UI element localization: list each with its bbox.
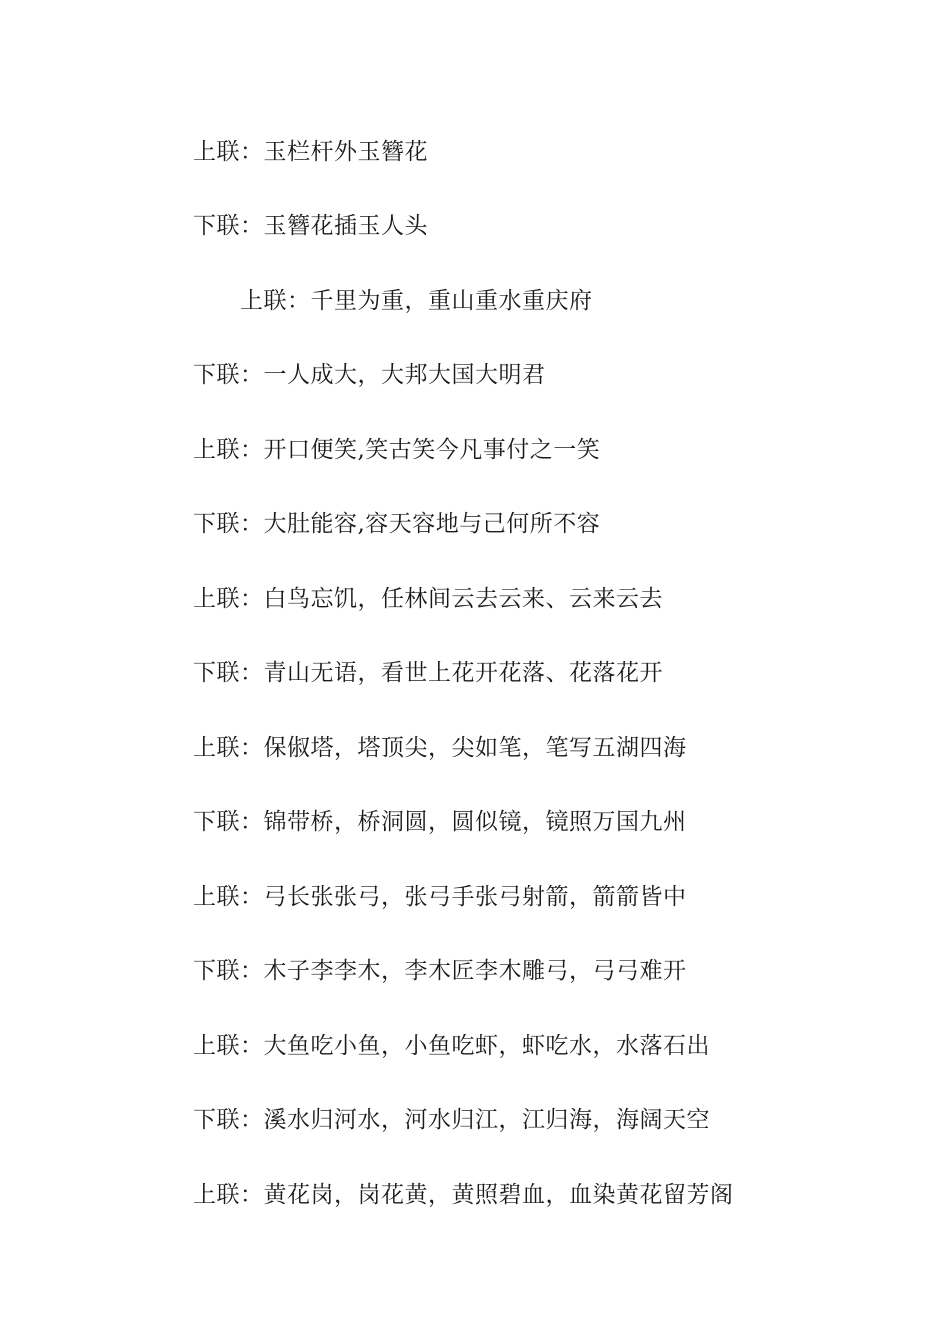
couplet-line-2: 下联：玉簪花插玉人头 xyxy=(193,213,428,239)
couplet-line-8: 下联：青山无语，看世上花开花落、花落花开 xyxy=(193,660,663,686)
couplet-line-10: 下联：锦带桥，桥洞圆，圆似镜，镜照万国九州 xyxy=(193,809,687,835)
couplet-line-3: 上联：千里为重，重山重水重庆府 xyxy=(240,288,593,314)
couplet-line-6: 下联：大肚能容,容天容地与己何所不容 xyxy=(193,511,601,537)
couplet-line-15: 上联：黄花岗，岗花黄，黄照碧血，血染黄花留芳阁 xyxy=(193,1182,734,1208)
couplet-line-13: 上联：大鱼吃小鱼，小鱼吃虾，虾吃水，水落石出 xyxy=(193,1033,710,1059)
couplet-line-5: 上联：开口便笑,笑古笑今凡事付之一笑 xyxy=(193,437,601,463)
couplet-line-14: 下联：溪水归河水，河水归江，江归海，海阔天空 xyxy=(193,1107,710,1133)
couplet-line-12: 下联：木子李李木，李木匠李木雕弓，弓弓难开 xyxy=(193,958,687,984)
couplet-line-7: 上联：白鸟忘饥，任林间云去云来、云来云去 xyxy=(193,586,663,612)
couplet-line-11: 上联：弓长张张弓，张弓手张弓射箭，箭箭皆中 xyxy=(193,884,687,910)
couplet-line-1: 上联：玉栏杆外玉簪花 xyxy=(193,139,428,165)
couplet-line-4: 下联：一人成大，大邦大国大明君 xyxy=(193,362,546,388)
couplet-line-9: 上联：保俶塔，塔顶尖，尖如笔，笔写五湖四海 xyxy=(193,735,687,761)
